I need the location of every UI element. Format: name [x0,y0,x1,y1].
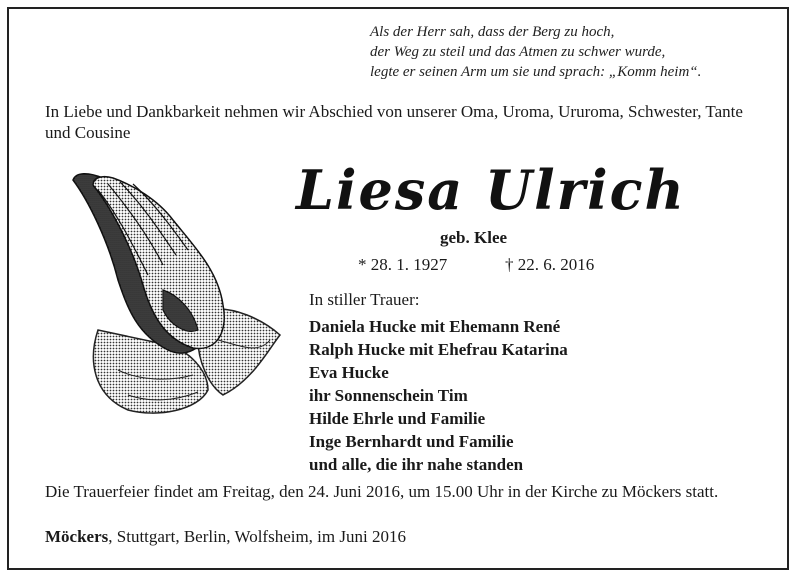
service-info: Die Trauerfeier findet am Freitag, den 24. Juni 2016, um 15.00 Uhr in der Kirche zu Möckers statt. [45,482,719,501]
poem-line: der Weg zu steil und das Atmen zu schwer wurde, [370,44,666,60]
intro-text: In Liebe und Dankbarkeit nehmen wir Abschied von unserer Oma, Uroma, Ururoma, Schwester, Tante und Cousine [45,102,743,142]
list-item: Ralph Hucke mit Ehefrau Katarina [309,340,568,359]
poem-line: Als der Herr sah, dass der Berg zu hoch, [370,24,615,40]
list-item: Eva Hucke [309,363,389,382]
list-item: Daniela Hucke mit Ehemann René [309,317,561,336]
poem [370,22,701,82]
list-item: Hilde Ehrle und Familie [309,409,486,428]
maiden-name: geb. Klee [440,228,508,247]
list-item: ihr Sonnenschein Tim [309,386,468,405]
birth-date: * 28. 1. 1927 [358,255,448,274]
list-item: und alle, die ihr nahe standen [309,455,524,474]
death-date: † 22. 6. 2016 [505,255,595,274]
places-line [45,527,406,547]
mourners-label: In stiller Trauer: [309,290,420,309]
poem-line: legte er seinen Arm um sie und sprach: „Komm heim“. [370,64,702,80]
praying-hands-icon [58,170,283,420]
places-bold: Möckers [45,527,109,546]
mourners-list [309,315,568,476]
deceased-name: Liesa Ulrich [296,158,686,222]
list-item: Inge Bernhardt und Familie [309,432,514,451]
places-rest: , Stuttgart, Berlin, Wolfsheim, im Juni 2016 [108,527,406,546]
